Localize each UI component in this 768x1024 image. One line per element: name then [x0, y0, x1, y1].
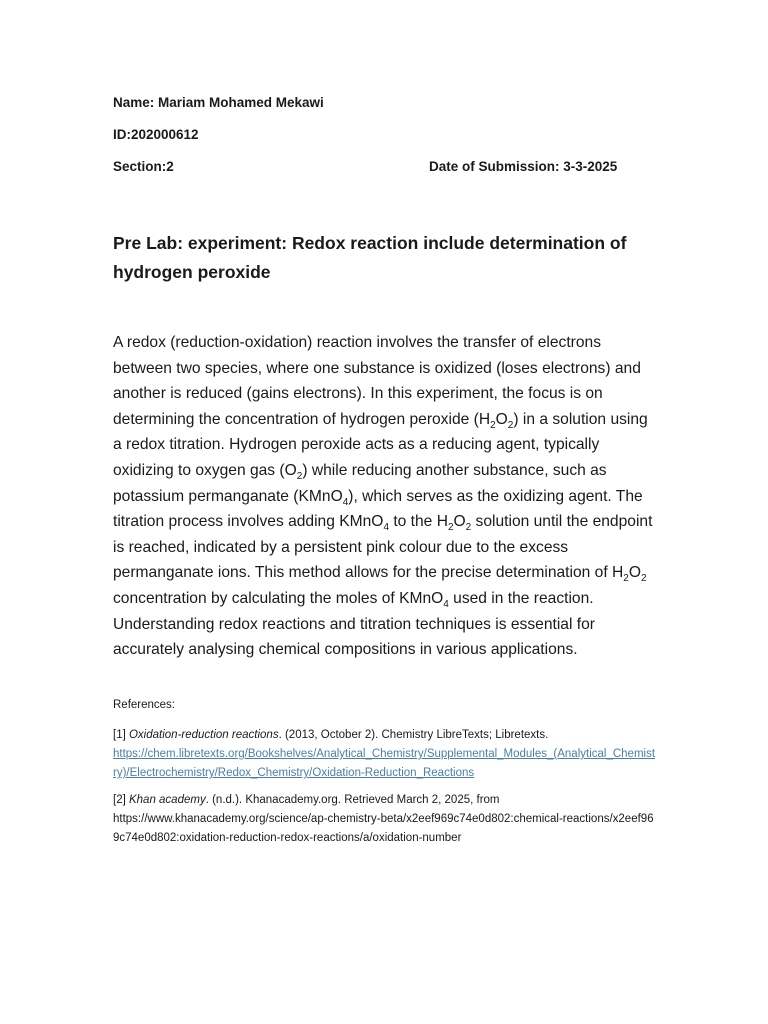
formula-kmno4: KMnO$_4$	[399, 589, 449, 611]
formula-kmno4: KMnO$_4$	[298, 487, 349, 508]
body-text: A redox (reduction-oxidation) reaction involves the transfer of electrons between two species, where one substance is oxidized (loses electrons) and another is reduced (gains electrons). In this experiment, the focus is on determining the concentration of hydrogen peroxide (	[113, 334, 641, 428]
reference-1: [1] Oxidation-reduction reactions. (2013, October 2). Chemistry LibreTexts; Libretexts. https://chem.libretexts.org/Bookshelves/Analytical_Chemistry/Supplemental_Modules_(Analytical_Chemistry)/Electrochemistry/Redox_Chemistry/Oxidation-Reduction_Reactions	[113, 729, 656, 779]
reference-url: https://www.khanacademy.org/science/ap-chemistry-beta/x2eef969c74e0d802:chemical-reactions/x2eef969c74e0d802:oxidation-reduction-redox-reactions/a/oxidation-number	[113, 813, 654, 844]
formula-o2: $O_2$	[284, 461, 303, 483]
reference-title: Oxidation-reduction reactions	[128, 729, 279, 741]
section-number: Section:2	[113, 159, 174, 174]
student-name: Name: Mariam Mohamed Mekawi	[113, 95, 324, 110]
document-title: Pre Lab: experiment: Redox reaction include determination of hydrogen peroxide	[113, 233, 627, 282]
submission-date: Date of Submission: 3-3-2025	[429, 159, 618, 174]
references-heading: References:	[113, 699, 176, 711]
body-text: concentration by calculating the moles of	[113, 589, 400, 607]
reference-title: Khan academy	[128, 794, 206, 806]
body-paragraph	[113, 330, 658, 663]
body-text: solution until the endpoint is reached, indicated by a persistent pink colour due to the excess permanganate ions. This method allows for the precise determination of	[113, 513, 653, 582]
formula-kmno4: KMnO$_4$	[339, 513, 389, 534]
student-id: ID:202000612	[113, 127, 199, 142]
reference-2: [2] Khan academy. (n.d.). Khanacademy.org. Retrieved March 2, 2025, from https://www.khanacademy.org/science/ap-chemistry-beta/x2eef969c74e0d802:chemical-reactions/x2eef969c74e0d802:oxidation-reduction-redox-reactions/a/oxidation-number	[113, 794, 654, 844]
body-text: ) in a solution using a redox titration. Hydrogen peroxide acts as a reducing agent, typically oxidizing to oxygen gas (	[113, 410, 648, 479]
body-text: used in the reaction. Understanding redox reactions and titration techniques is essential for accurately analysing chemical compositions in various applications.	[113, 589, 595, 659]
formula-h2o2: $H_2O_2$	[478, 410, 514, 431]
formula-h2o2: $H_2O_2$	[612, 564, 647, 585]
body-text: ) while reducing another substance, such as potassium permanganate (	[113, 461, 607, 505]
body-text: ), which serves as the oxidizing agent. The titration process involves adding	[113, 487, 643, 531]
formula-h2o2: $H_2O_2$	[436, 513, 472, 534]
reference-link[interactable]: https://chem.libretexts.org/Bookshelves/Analytical_Chemistry/Supplemental_Modules_(Analytical_Chemistry)/Electrochemistry/Redox_Chemistry/Oxidation-Reduction_Reactions	[113, 748, 656, 779]
body-text: to the	[389, 513, 437, 531]
